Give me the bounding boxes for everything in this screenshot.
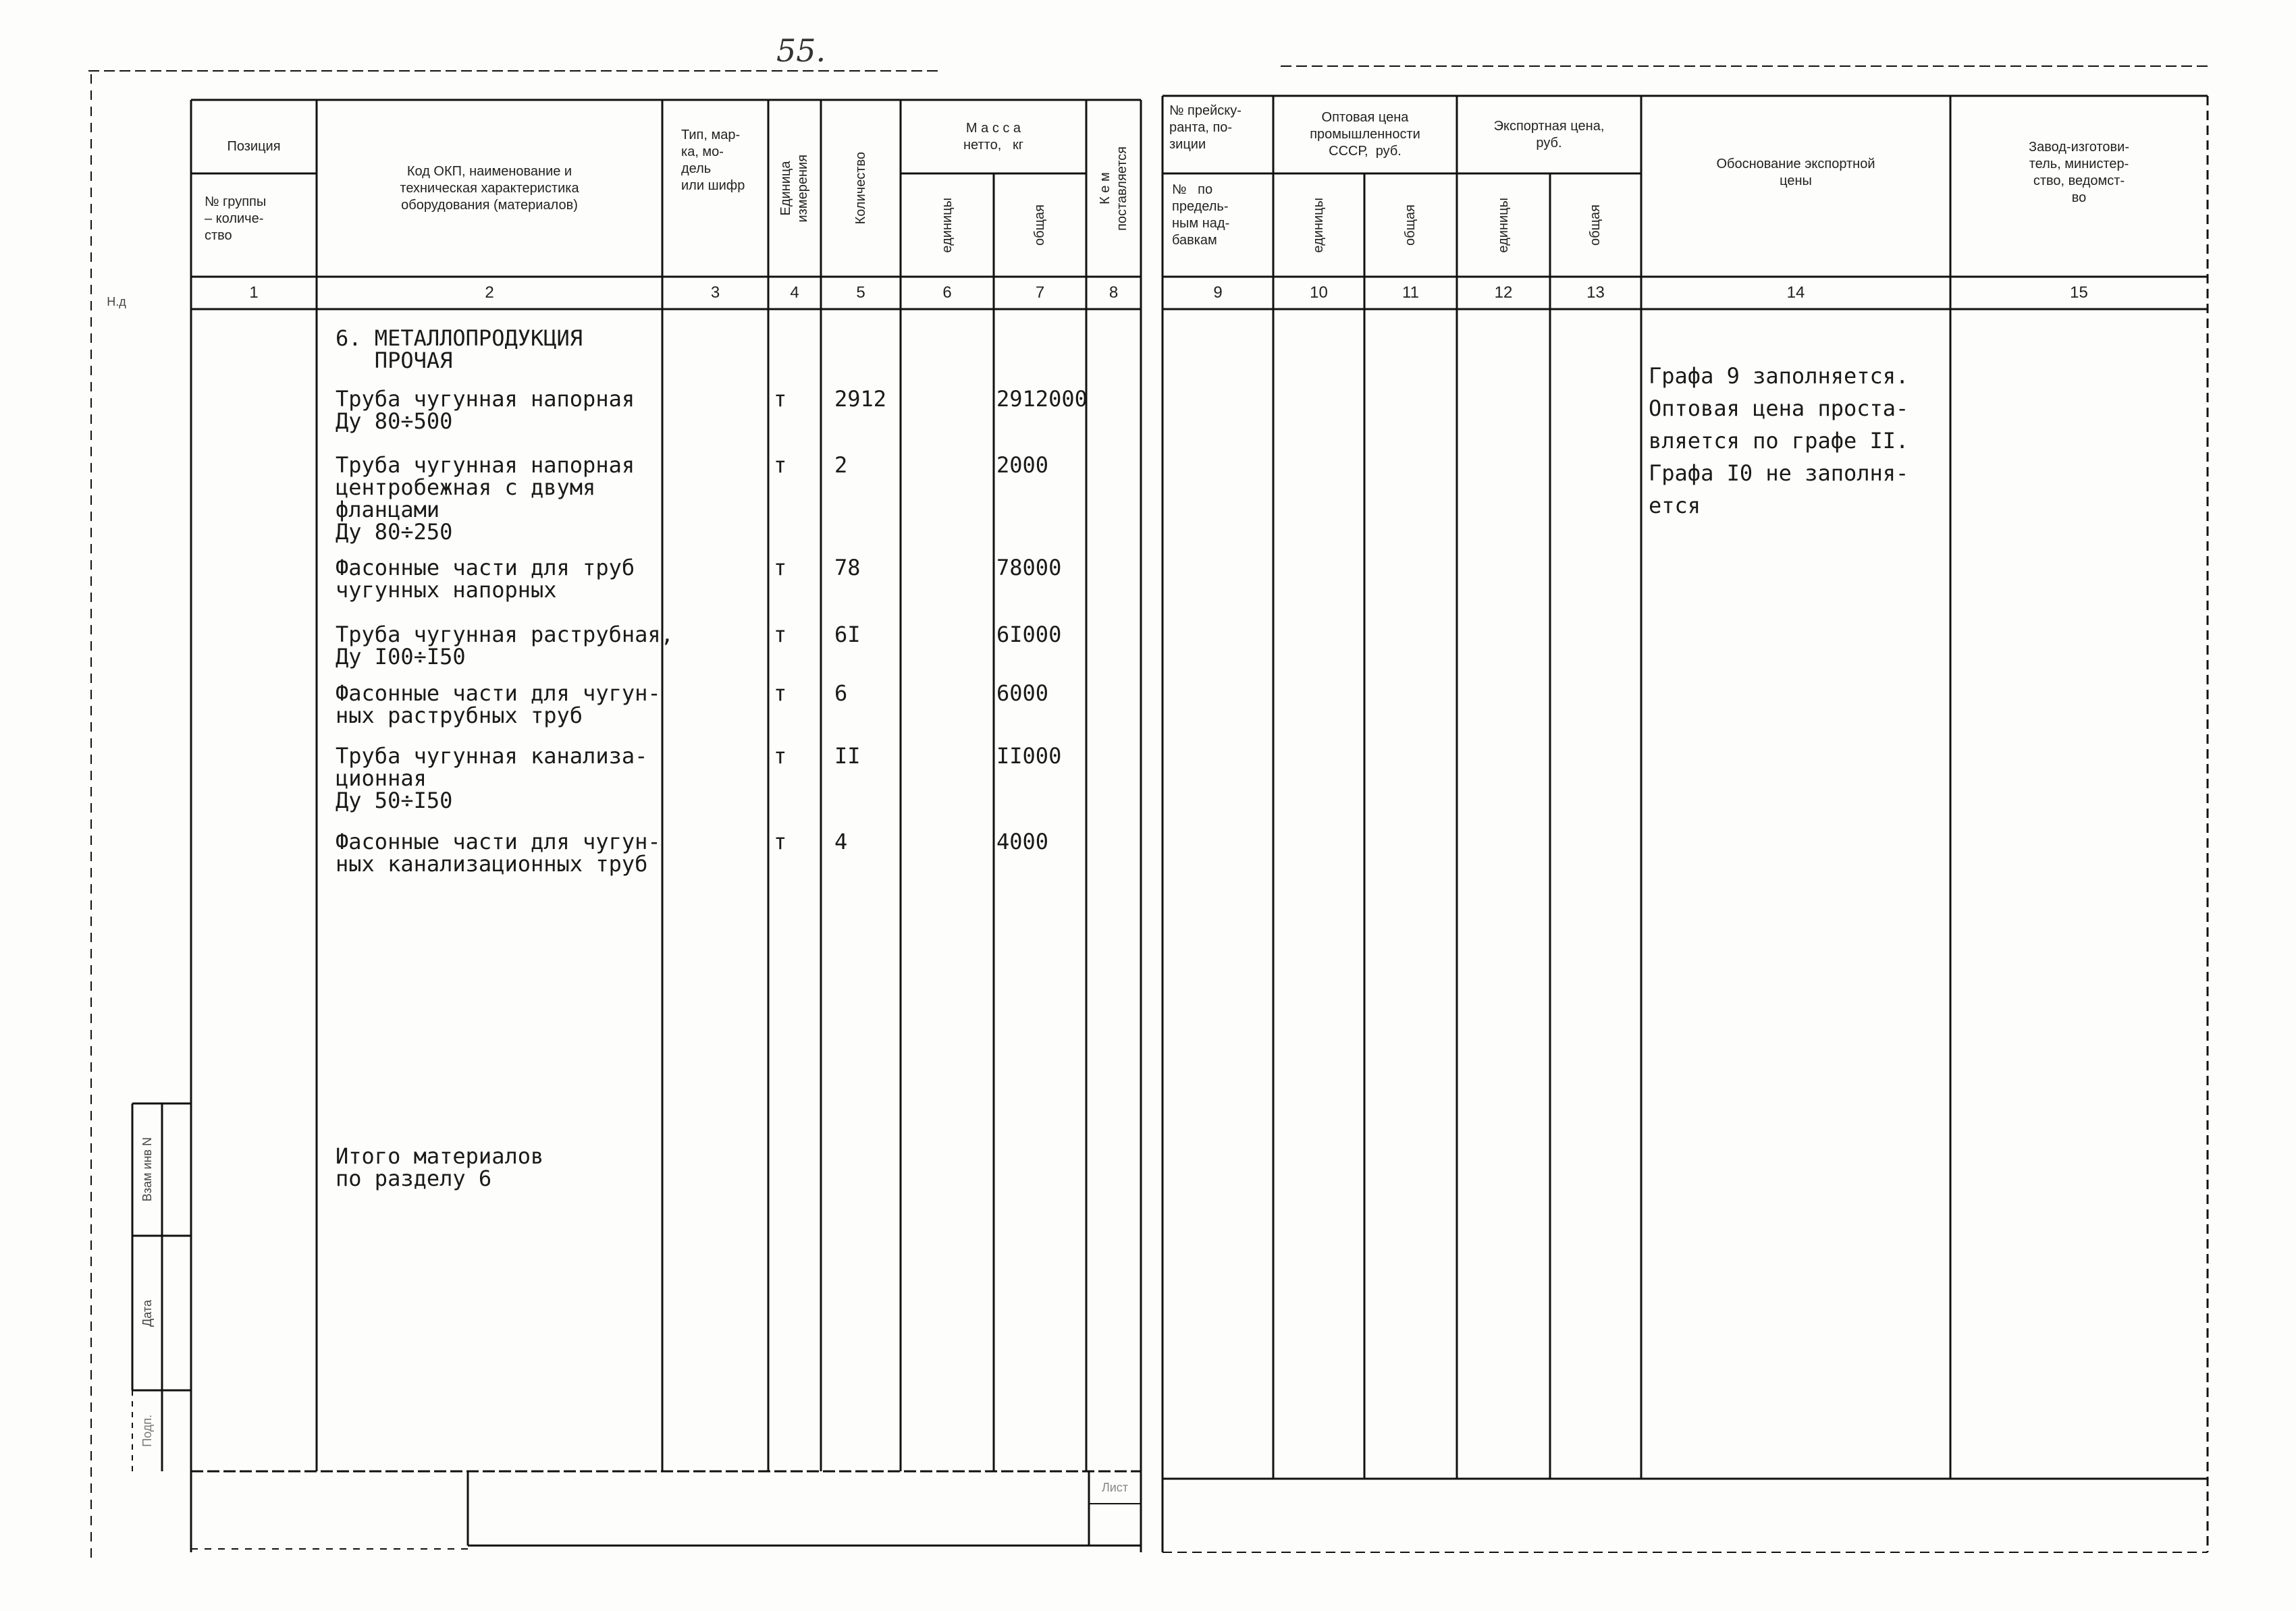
- header-export-unit-cell: [1457, 173, 1550, 277]
- header-export-total-cell: [1550, 173, 1641, 277]
- header-mass-total-cell: [994, 173, 1086, 277]
- section-title: 6. МЕТАЛЛОПРОДУКЦИЯ ПРОЧАЯ: [336, 325, 583, 373]
- item-quantity: 6: [834, 680, 848, 706]
- item-unit: т: [774, 743, 787, 769]
- column-number: 2: [485, 283, 494, 302]
- item-name: Фасонные части для чугун- ных раструбных труб: [336, 680, 661, 728]
- header-mass-unit: единицы: [939, 197, 955, 253]
- header-export-price: Экспортная цена, руб.: [1493, 118, 1605, 151]
- header-manufacturer: Завод-изготови- тель, министер- ство, ведомст- во: [2028, 140, 2129, 205]
- column-number: 5: [856, 283, 865, 302]
- header-export-unit: единицы: [1495, 197, 1511, 253]
- column-number: 3: [710, 283, 720, 302]
- header-export-justification: Обоснование экспортной цены: [1716, 157, 1875, 188]
- item-mass-total: 6I000: [996, 622, 1062, 647]
- item-quantity: 78: [834, 555, 861, 580]
- column-number: 1: [249, 283, 259, 302]
- item-name: Труба чугунная напорная Ду 80÷500: [336, 386, 635, 434]
- header-unit: Единица измерения: [778, 154, 810, 223]
- header-pricelist: № прейску- ранта, по- зиции: [1169, 103, 1242, 152]
- item-unit: т: [774, 622, 787, 647]
- header-mass: М а с с а нетто, кг: [963, 120, 1023, 153]
- column-number: 13: [1586, 283, 1605, 302]
- column-number: 6: [942, 283, 952, 302]
- item-unit: т: [774, 555, 787, 580]
- item-quantity: 2: [834, 452, 848, 478]
- header-group-qty: № группы – количе- ство: [205, 194, 267, 243]
- margin-note: Н.д: [107, 294, 126, 308]
- item-unit: т: [774, 680, 787, 706]
- item-mass-total: 78000: [996, 555, 1062, 580]
- item-unit: т: [774, 386, 787, 412]
- item-name: Труба чугунная канализа- ционная Ду 50÷I50: [336, 743, 648, 813]
- header-quantity: Количество: [853, 152, 868, 225]
- item-mass-total: 6000: [996, 680, 1049, 706]
- header-quantity-cell: [821, 100, 901, 277]
- item-mass-total: 2912000: [996, 386, 1088, 412]
- item-mass-total: II000: [996, 743, 1062, 769]
- header-wholesale-unit: единицы: [1311, 197, 1326, 253]
- item-unit: т: [774, 829, 787, 854]
- header-wholesale-price: Оптовая цена промышленности СССР, руб.: [1310, 110, 1420, 159]
- item-name: Фасонные части для чугун- ных канализационных труб: [336, 829, 661, 877]
- header-unit-cell: [768, 100, 821, 277]
- stamp-date-cell: [132, 1236, 162, 1390]
- item-name: Фасонные части для труб чугунных напорных: [336, 555, 635, 603]
- header-position: Позиция: [227, 139, 281, 154]
- header-export-total: общая: [1588, 204, 1603, 246]
- stamp-replaced-inv: Взам инв N: [140, 1137, 154, 1202]
- header-wholesale-unit-cell: [1273, 173, 1364, 277]
- column-number: 9: [1213, 283, 1223, 302]
- stamp-replaced-inv-cell: [132, 1103, 162, 1236]
- header-supplier-cell: [1086, 100, 1141, 277]
- header-wholesale-total: общая: [1403, 204, 1418, 246]
- header-supplier: К е м поставляется: [1097, 146, 1129, 231]
- item-mass-total: 2000: [996, 452, 1049, 478]
- stamp-date: Дата: [140, 1299, 154, 1327]
- header-pricelist-markup: № по предель- ным над- бавкам: [1172, 182, 1230, 248]
- column-number: 4: [790, 283, 799, 302]
- item-quantity: II: [834, 743, 861, 769]
- column-number: 8: [1109, 283, 1119, 302]
- sheet-label: Лист: [1101, 1480, 1129, 1494]
- item-quantity: 4: [834, 829, 848, 854]
- column-number: 10: [1310, 283, 1328, 302]
- column-number: 7: [1035, 283, 1045, 302]
- column-number: 12: [1494, 283, 1513, 302]
- stamp-signature-cell: [132, 1390, 162, 1471]
- column-number: 14: [1786, 283, 1805, 302]
- page-number: 55.: [776, 32, 826, 69]
- export-note: Графа 9 заполняется. Оптовая цена проста- вляется по графе II. Графа I0 не заполня- ется: [1649, 363, 1909, 518]
- header-wholesale-total-cell: [1364, 173, 1457, 277]
- item-mass-total: 4000: [996, 829, 1049, 854]
- header-mass-total: общая: [1032, 204, 1047, 246]
- item-quantity: 6I: [834, 622, 861, 647]
- stamp-signature: Подп.: [140, 1415, 154, 1447]
- item-name: Труба чугунная раструбная, Ду I00÷I50: [336, 622, 674, 670]
- item-name: Труба чугунная напорная центробежная с двумя фланцами Ду 80÷250: [336, 452, 635, 545]
- header-mass-unit-cell: [901, 173, 994, 277]
- total-label: Итого материалов по разделу 6: [336, 1143, 544, 1191]
- item-quantity: 2912: [834, 386, 887, 412]
- column-number: 11: [1402, 283, 1419, 302]
- header-type: Тип, мар- ка, мо- дель или шифр: [681, 128, 745, 193]
- header-name-code: Код ОКП, наименование и техническая характеристика оборудования (материалов): [400, 163, 579, 213]
- item-unit: т: [774, 452, 787, 478]
- column-number: 15: [2070, 283, 2088, 302]
